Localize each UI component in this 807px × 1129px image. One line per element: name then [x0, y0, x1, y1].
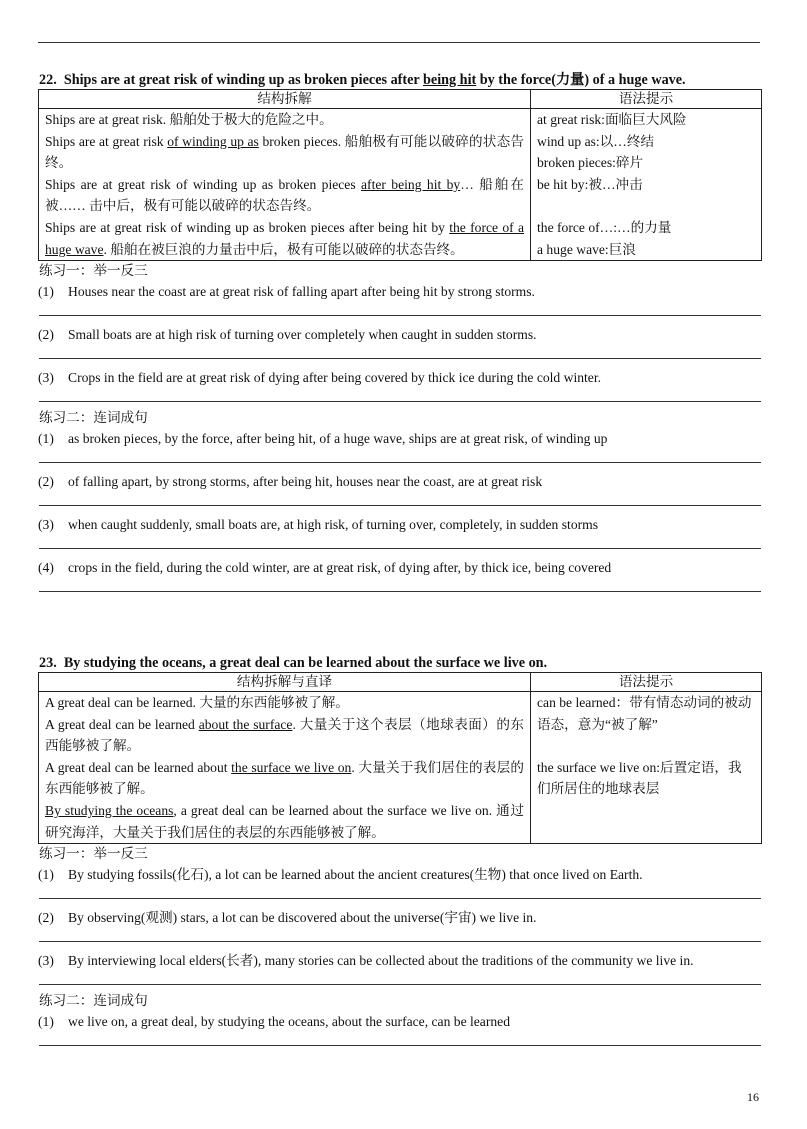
q22-row	[39, 109, 762, 261]
q23-ex1-list	[38, 864, 762, 991]
q23-row	[39, 692, 762, 844]
q22-ex2-title: 练习二：连词成句	[39, 410, 148, 426]
q23-grammar-cell: can be learned：带有情态动词的被动语态，意为“被了解” the surface we live on:后置定语，我们所居住的地球表层	[531, 692, 762, 844]
q22-ex1-list	[38, 281, 762, 408]
q22-ex1-title: 练习一：举一反三	[39, 263, 148, 279]
q23-heading: 23. By studying the oceans, a great deal can be learned about the surface we live on.	[39, 655, 548, 671]
list-item: (2) Small boats are at high risk of turning over completely when caught in sudden storms.	[38, 327, 537, 343]
q22-col2-header: 语法提示	[531, 90, 762, 109]
q23-ex2-list	[38, 1011, 762, 1046]
q23-structure-cell: A great deal can be learned. 大量的东西能够被了解。 A great deal can be learned about the surface. 大量关于这个表层（地球表面）的东西能够被了解。 A great deal can be learned about the surface we live on. 大量关于我们居住的表层的东西能够被了解。 By studying the oceans, a great deal can be learned about the surface we live on. 通过研究海洋，大量关于我们居住的表层的东西能够被了解。	[39, 692, 531, 844]
q23-table	[38, 672, 762, 844]
list-item: (1) we live on, a great deal, by studying the oceans, about the surface, can be learned	[38, 1014, 510, 1030]
list-item: (3) Crops in the field are at great risk of dying after being covered by thick ice during the cold winter.	[38, 370, 602, 386]
q22-col1-header: 结构拆解	[39, 90, 531, 109]
q22-table	[38, 89, 762, 261]
answer-line[interactable]	[39, 591, 761, 592]
list-item: (1) Houses near the coast are at great risk of falling apart after being hit by strong storms.	[38, 284, 535, 300]
q22-heading: 22. Ships are at great risk of winding up as broken pieces after being hit by the force(力量) of a huge wave.	[39, 72, 686, 88]
list-item: (2) By observing(观测) stars, a lot can be discovered about the universe(宇宙) we live in.	[38, 910, 537, 926]
q23-ex2-title: 练习二：连词成句	[39, 993, 148, 1009]
page-number: 16	[747, 1090, 759, 1104]
list-item: (4) crops in the field, during the cold winter, are at great risk, of dying after, by thick ice, being covered	[38, 560, 612, 576]
question-23	[38, 654, 762, 1046]
answer-line[interactable]	[39, 1045, 761, 1046]
q22-grammar-cell: at great risk:面临巨大风险 wind up as:以…终结 broken pieces:碎片 be hit by:被…冲击 the force of…:…的力量 a huge wave:巨浪	[531, 109, 762, 261]
q22-ex2-list	[38, 428, 762, 592]
q22-structure-cell: Ships are at great risk. 船舶处于极大的危险之中。 Ships are at great risk of winding up as broken pieces. 船舶极有可能以破碎的状态告终。 Ships are at great risk of winding up as broken pieces after being hit by… 船舶在被…… 击中后，极有可能以破碎的状态告终。 Ships are at great risk of winding up as broken pieces after being hit by the force of a huge wave. 船舶在被巨浪的力量击中后，极有可能以破碎的状态告终。	[39, 109, 531, 261]
top-rule	[38, 42, 760, 43]
q23-col2-header: 语法提示	[531, 673, 762, 692]
list-item: (3) when caught suddenly, small boats are, at high risk, of turning over, completely, in sudden storms	[38, 517, 599, 533]
list-item: (1) as broken pieces, by the force, after being hit, of a huge wave, ships are at great risk, of winding up	[38, 431, 608, 447]
list-item: (1) By studying fossils(化石), a lot can be learned about the ancient creatures(生物) that once lived on Earth.	[38, 867, 643, 883]
list-item: (2) of falling apart, by strong storms, after being hit, houses near the coast, are at great risk	[38, 474, 543, 490]
q23-ex1-title: 练习一：举一反三	[39, 846, 148, 862]
list-item: (3) By interviewing local elders(长者), many stories can be collected about the traditions of the community we live in.	[38, 953, 694, 969]
q23-col1-header: 结构拆解与直译	[39, 673, 531, 692]
question-22	[38, 71, 762, 592]
